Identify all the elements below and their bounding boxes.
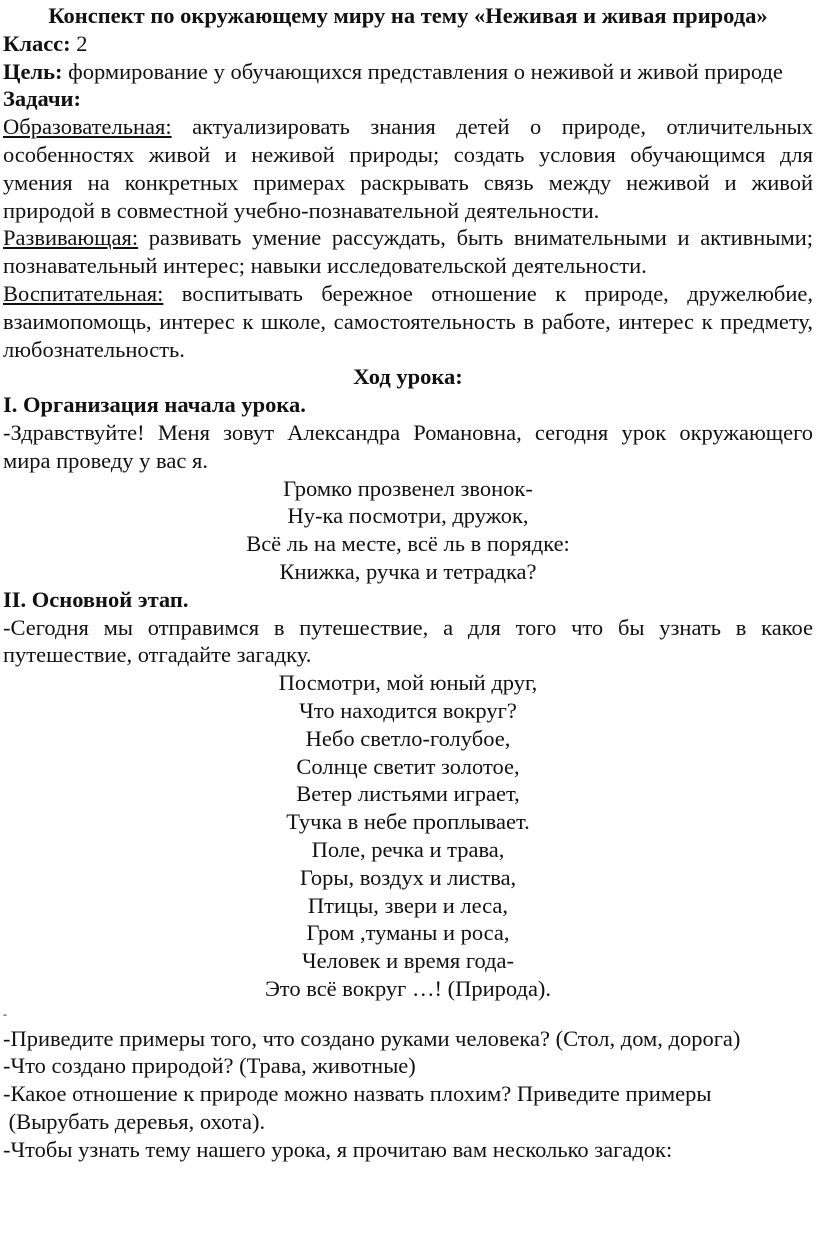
riddle-line: Гром ,туманы и роса,: [306, 920, 510, 946]
goal-paragraph: [3, 58, 813, 86]
task-developmental: [3, 224, 813, 280]
lesson-heading: Ход урока:: [353, 364, 463, 390]
class-line: [3, 30, 813, 58]
task-educational-text: актуализировать знания детей о природе, отличительных особенностях живой и неживой природы; создать условия обучающимся для умения на конкретных примерах раскрывать связь между неживой и живой природой в совместной учебно-познавательной деятельности.: [3, 114, 813, 223]
question-line: -Что создано природой? (Трава, животные): [3, 1053, 416, 1079]
section1-heading: I. Организация начала урока.: [3, 392, 306, 418]
riddle-line: Что находится вокруг?: [299, 697, 517, 723]
poem-line: Громко прозвенел звонок-: [283, 475, 533, 501]
riddle-line: Солнце светит золотое,: [296, 753, 520, 779]
nature-riddle: [3, 669, 813, 1003]
task-developmental-label: Развивающая:: [3, 225, 139, 251]
riddle-line: Посмотри, мой юный друг,: [278, 670, 538, 696]
lone-dash: -: [3, 1006, 7, 1021]
riddle-line: Ветер листьями играет,: [296, 781, 520, 807]
riddle-line: Это всё вокруг …! (Природа).: [264, 975, 552, 1001]
question-line: (Вырубать деревья, охота).: [3, 1109, 266, 1135]
riddle-line: Поле, речка и трава,: [311, 836, 505, 862]
section2-heading: II. Основной этап.: [3, 586, 189, 612]
riddle-line: Небо светло-голубое,: [305, 725, 511, 751]
document-page: [3, 2, 813, 1164]
task-developmental-text: развивать умение рассуждать, быть внимательными и активными; познавательный интерес; навыки исследовательской деятельности.: [3, 225, 813, 279]
document-title: Конспект по окружающему миру на тему «Неживая и живая природа»: [48, 3, 768, 28]
task-upbringing: [3, 280, 813, 363]
class-value: 2: [70, 30, 88, 56]
poem-line: Всё ль на месте, всё ль в порядке:: [246, 531, 570, 557]
question-line: -Приведите примеры того, что создано руками человека? (Стол, дом, дорога): [3, 1025, 741, 1051]
tasks-heading: Задачи:: [3, 86, 82, 112]
section1-intro: -Здравствуйте! Меня зовут Александра Романовна, сегодня урок окружающего мира проведу у вас я.: [3, 419, 813, 473]
question-line: -Какое отношение к природе можно назвать плохим? Приведите примеры: [3, 1081, 712, 1107]
riddle-line: Птицы, звери и леса,: [307, 892, 509, 918]
riddle-line: Тучка в небе проплывает.: [286, 809, 530, 835]
poem-line: Ну-ка посмотри, дружок,: [287, 503, 529, 529]
riddle-line: Горы, воздух и листва,: [299, 864, 517, 890]
riddle-line: Человек и время года-: [301, 948, 515, 974]
class-label: Класс:: [3, 30, 71, 56]
section2-intro: -Сегодня мы отправимся в путешествие, а для того что бы узнать в какое путешествие, отгадайте загадку.: [3, 614, 813, 668]
bell-poem: [3, 475, 813, 586]
task-educational: [3, 113, 813, 224]
task-upbringing-text: воспитывать бережное отношение к природе, дружелюбие, взаимопомощь, интерес к школе, самостоятельность в работе, интерес к предмету, любознательность.: [3, 280, 813, 362]
poem-line: Книжка, ручка и тетрадка?: [279, 558, 537, 584]
question-line: -Чтобы узнать тему нашего урока, я прочитаю вам несколько загадок:: [3, 1136, 673, 1162]
goal-label: Цель:: [3, 58, 63, 84]
goal-text: формирование у обучающихся представления о неживой и живой природе: [62, 58, 783, 84]
task-upbringing-label: Воспитательная:: [3, 280, 164, 306]
task-educational-label: Образовательная:: [3, 114, 172, 140]
